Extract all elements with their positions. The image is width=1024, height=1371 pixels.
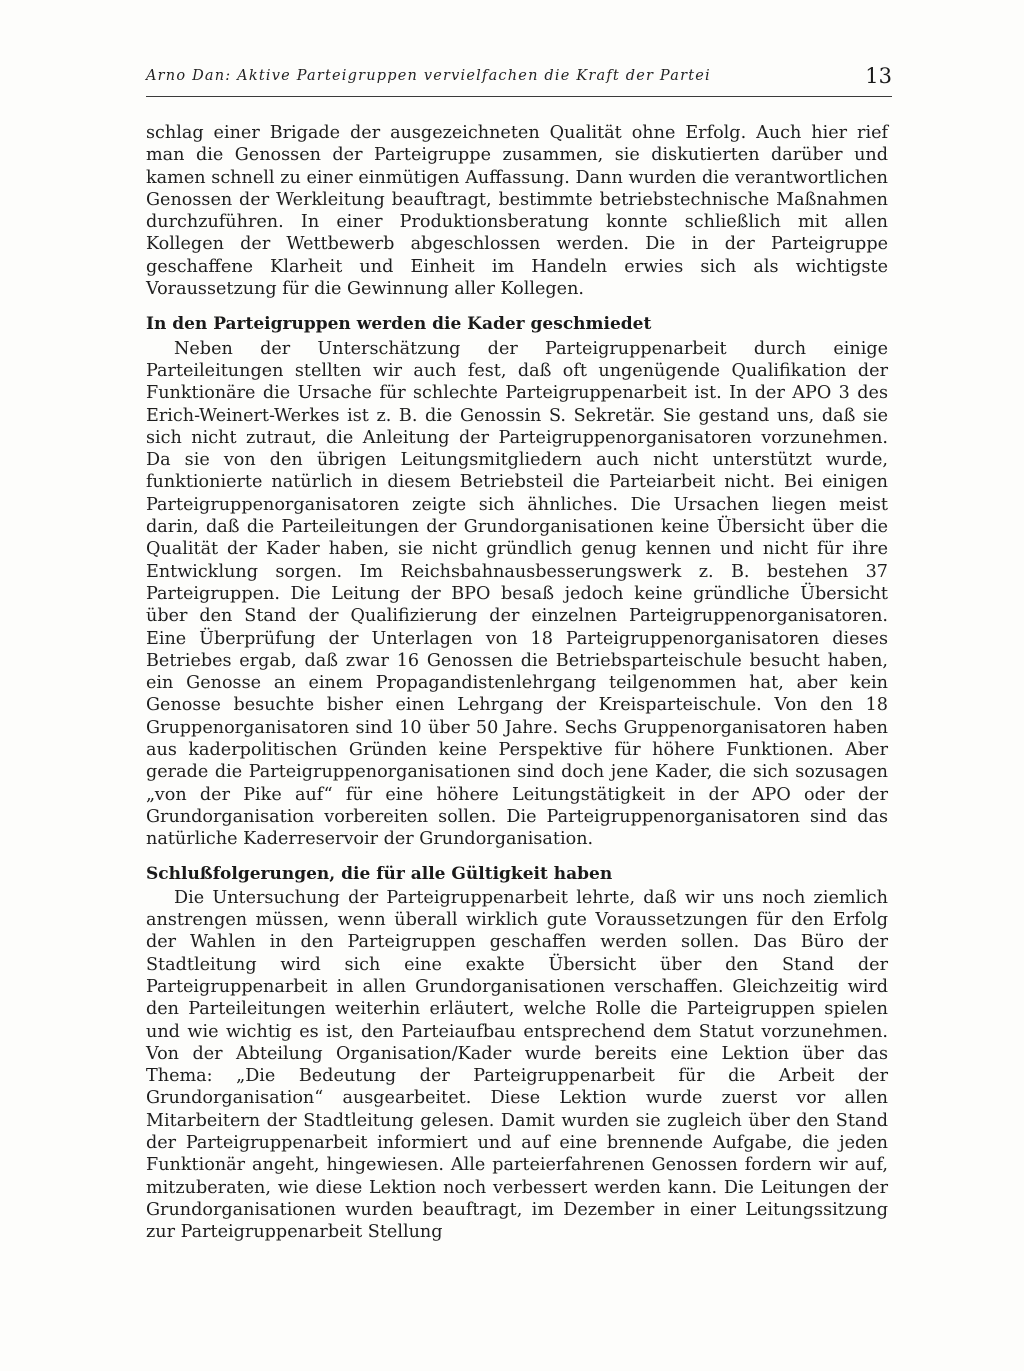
- paragraph-schlussfolgerungen: Die Untersuchung der Parteigruppenarbeit lehrte, daß wir uns noch ziemlich anstrengen müssen, wenn überall wirklich gute Voraussetzungen für den Erfolg der Wahlen in den Parteigruppen geschaffen werden sollen. Das Büro der Stadtleitung wird sich eine exakte Übersicht über den Stand der Parteigruppenarbeit in allen Grundorganisationen verschaffen. Gleichzeitig wird den Parteileitungen weiterhin erläutert, welche Rolle die Parteigruppen spielen und wie wichtig es ist, den Parteiaufbau entsprechend dem Statut vorzunehmen. Von der Abteilung Organisation/Kader wurde bereits eine Lektion über das Thema: „Die Bedeutung der Parteigruppenarbeit für die Arbeit der Grundorganisation“ ausgearbeitet. Diese Lektion wurde zuerst vor allen Mitarbeitern der Stadtleitung gelesen. Damit wurden sie zugleich über den Stand der Parteigruppenarbeit informiert und auf eine brennende Aufgabe, die jeden Funktionär angeht, hingewiesen. Alle parteierfahrenen Genossen fordern wir auf, mitzuberaten, wie diese Lektion noch verbessert werden kann. Die Leitungen der Grundorganisationen wurden beauftragt, im Dezember in einer Leitungssitzung zur Parteigruppenarbeit Stellung: [146, 887, 888, 1243]
- section-heading-schlussfolgerungen: Schlußfolgerungen, die für alle Gültigkeit haben: [146, 863, 613, 884]
- paragraph-kader: Neben der Unterschätzung der Parteigruppenarbeit durch einige Parteileitungen stellten wir auch fest, daß oft ungenügende Qualifikation der Funktionäre die Ursache für schlechte Parteigruppenarbeit ist. In der APO 3 des Erich-Weinert-Werkes ist z. B. die Genossin S. Sekretär. Sie gestand uns, daß sie sich nicht zutraut, die Anleitung der Parteigruppenorganisatoren vorzunehmen. Da sie von den übrigen Leitungsmitgliedern auch nicht unterstützt wurde, funktionierte natürlich in diesem Betriebsteil die Parteiarbeit nicht. Bei einigen Parteigruppenorganisatoren zeigte sich ähnliches. Die Ursachen liegen meist darin, daß die Parteileitungen der Grundorganisationen keine Übersicht über die Qualität der Kader haben, sie nicht gründlich genug kennen und nicht für ihre Entwicklung sorgen. Im Reichsbahnausbesserungswerk z. B. bestehen 37 Parteigruppen. Die Leitung der BPO besaß jedoch keine gründliche Übersicht über den Stand der Qualifizierung der einzelnen Parteigruppenorganisatoren. Eine Überprüfung der Unterlagen von 18 Parteigruppenorganisatoren dieses Betriebes ergab, daß zwar 16 Genossen die Betriebsparteischule besucht haben, ein Genosse an einem Propagandistenlehrgang teilgenommen hat, aber kein Genosse besuchte bisher einen Lehrgang der Kreisparteischule. Von den 18 Gruppenorganisatoren sind 10 über 50 Jahre. Sechs Gruppenorganisatoren haben aus kaderpolitischen Gründen keine Perspektive für höhere Funktionen. Aber gerade die Parteigruppenorganisationen sind doch jene Kader, die sich sozusagen „von der Pike auf“ für eine höhere Leitungstätigkeit in der APO oder der Grundorganisation vorbereiten sollen. Die Parteigruppenorganisatoren sind das natürliche Kaderreservoir der Grundorganisation.: [146, 338, 888, 850]
- header-rule: [146, 96, 892, 97]
- section-heading-kader: In den Parteigruppen werden die Kader geschmiedet: [146, 314, 652, 335]
- running-title: Arno Dan: Aktive Parteigruppen vervielfachen die Kraft der Partei: [146, 68, 711, 84]
- paragraph-continued: schlag einer Brigade der ausgezeichneten Qualität ohne Erfolg. Auch hier rief man die Genossen der Parteigruppe zusammen, sie diskutierten darüber und kamen schnell zu einer einmütigen Auffassung. Dann wurden die verantwortlichen Genossen der Werkleitung beauftragt, bestimmte betriebstechnische Maßnahmen durchzuführen. In einer Produktionsberatung konnte schließlich mit allen Kollegen der Wettbewerb abgeschlossen werden. Die in der Parteigruppe geschaffene Klarheit und Einheit im Handeln erwies sich als wichtigste Voraussetzung für die Gewinnung aller Kollegen.: [146, 123, 888, 300]
- page-number: 13: [865, 64, 892, 88]
- body-text: [146, 122, 888, 1244]
- running-header: [146, 60, 892, 100]
